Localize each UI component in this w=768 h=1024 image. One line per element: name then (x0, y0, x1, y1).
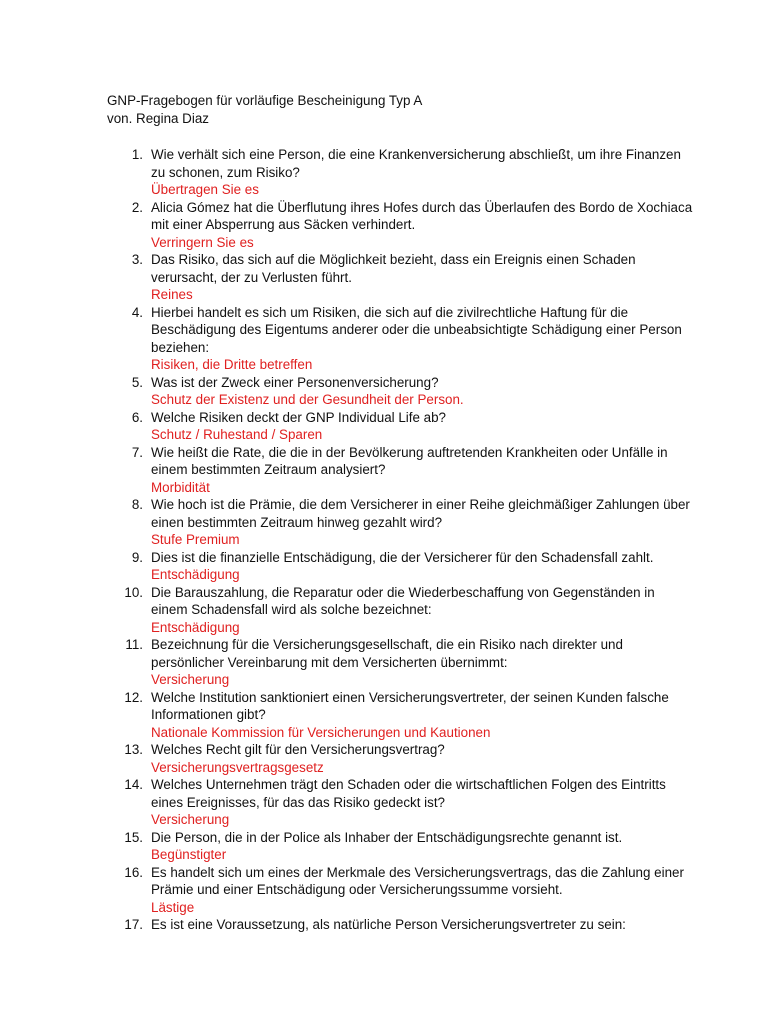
answer-text: Versicherung (151, 672, 230, 687)
question-number: 5. (131, 374, 143, 390)
question-item (107, 199, 707, 252)
answer-text: Versicherung (151, 812, 230, 827)
question-item (107, 916, 707, 934)
question-item (107, 829, 707, 864)
question-item (107, 496, 707, 549)
question-item (107, 409, 707, 444)
question-text-line: persönlicher Vereinbarung mit dem Versicherten übernimmt: (151, 654, 508, 670)
question-text-line: Welche Institution sanktioniert einen Versicherungsvertreter, der seinen Kunden falsche (151, 689, 669, 705)
answer-text: Nationale Kommission für Versicherungen und Kautionen (151, 724, 491, 740)
question-number: 15. (124, 829, 143, 845)
question-text-line: Was ist der Zweck einer Personenversicherung? (151, 374, 439, 390)
question-body (151, 549, 707, 584)
question-text-line: einem bestimmten Zeitraum analysiert? (151, 462, 386, 477)
question-text-line: Bezeichnung für die Versicherungsgesellschaft, die ein Risiko nach direkter und (151, 637, 623, 652)
question-body (151, 304, 707, 374)
question-text-line: beziehen: (151, 339, 210, 355)
question-body (151, 829, 707, 864)
question-text-line: Wie verhält sich eine Person, die eine Krankenversicherung abschließt, um ihre Finanzen (151, 147, 681, 162)
question-number: 4. (131, 304, 143, 320)
question-text-line: Es ist eine Voraussetzung, als natürliche Person Versicherungsvertreter zu sein: (151, 917, 626, 932)
question-text-line: einen bestimmten Zeitraum hinweg gezahlt wird? (151, 514, 443, 530)
question-text-line: Die Barauszahlung, die Reparatur oder die Wiederbeschaffung von Gegenständen in (151, 584, 655, 600)
question-body (151, 146, 707, 199)
question-body (151, 199, 707, 252)
answer-text: Lästige (151, 899, 195, 915)
question-body (151, 496, 707, 549)
question-number: 6. (131, 409, 143, 425)
question-item (107, 864, 707, 917)
question-item (107, 304, 707, 374)
question-number: 7. (131, 444, 143, 460)
question-number: 2. (131, 199, 143, 215)
document-author: von. Regina Diaz (107, 110, 209, 126)
answer-text: Entschädigung (151, 567, 240, 582)
question-item (107, 374, 707, 409)
question-item (107, 584, 707, 637)
question-body (151, 864, 707, 917)
answer-text: Begünstigter (151, 847, 227, 862)
answer-text: Stufe Premium (151, 532, 240, 547)
question-body (151, 776, 707, 829)
answer-text: Risiken, die Dritte betreffen (151, 357, 313, 372)
question-item (107, 741, 707, 776)
question-number: 12. (124, 689, 143, 705)
question-text-line: Dies ist die finanzielle Entschädigung, die der Versicherer für den Schadensfall zahlt. (151, 549, 654, 565)
answer-text: Morbidität (151, 479, 210, 495)
question-text-line: mit einer Absperrung aus Säcken verhindert. (151, 217, 416, 232)
question-body (151, 636, 707, 689)
question-text-line: einem Schadensfall wird als solche bezeichnet: (151, 602, 432, 617)
question-body (151, 689, 707, 742)
question-list (107, 146, 707, 934)
question-item (107, 776, 707, 829)
question-text-line: Informationen gibt? (151, 707, 266, 722)
question-text-line: Wie heißt die Rate, die die in der Bevölkerung auftretenden Krankheiten oder Unfälle in (151, 444, 668, 460)
answer-text: Versicherungsvertragsgesetz (151, 759, 324, 775)
question-item (107, 444, 707, 497)
question-number: 17. (124, 917, 143, 932)
question-text-line: Alicia Gómez hat die Überflutung ihres Hofes durch das Überlaufen des Bordo de Xochiaca (151, 199, 693, 215)
answer-text: Schutz der Existenz und der Gesundheit der Person. (151, 392, 464, 407)
question-body (151, 741, 707, 776)
question-text-line: Welche Risiken deckt der GNP Individual Life ab? (151, 409, 446, 425)
question-number: 13. (124, 742, 143, 757)
question-number: 16. (124, 864, 143, 880)
question-number: 14. (124, 777, 143, 792)
question-body (151, 251, 707, 304)
question-text-line: Prämie und einer Entschädigung oder Versicherungssumme vorsieht. (151, 882, 563, 897)
question-body (151, 409, 707, 444)
answer-text: Reines (151, 287, 193, 302)
question-text-line: Wie hoch ist die Prämie, die dem Versicherer in einer Reihe gleichmäßiger Zahlungen über (151, 497, 690, 512)
question-item (107, 689, 707, 742)
question-number: 11. (125, 637, 143, 652)
question-text-line: Es handelt sich um eines der Merkmale des Versicherungsvertrags, das die Zahlung einer (151, 864, 684, 880)
question-text-line: Hierbei handelt es sich um Risiken, die sich auf die zivilrechtliche Haftung für die (151, 304, 629, 320)
answer-text: Schutz / Ruhestand / Sparen (151, 427, 323, 442)
question-item (107, 251, 707, 304)
question-body (151, 374, 707, 409)
question-item (107, 146, 707, 199)
question-text-line: Welches Recht gilt für den Versicherungsvertrag? (151, 742, 445, 757)
question-text-line: zu schonen, zum Risiko? (151, 164, 300, 180)
question-body (151, 916, 707, 934)
question-body (151, 584, 707, 637)
question-text-line: Die Person, die in der Police als Inhaber der Entschädigungsrechte genannt ist. (151, 829, 623, 845)
answer-text: Entschädigung (151, 619, 240, 635)
question-number: 1. (131, 147, 143, 162)
document-title: GNP-Fragebogen für vorläufige Bescheinigung Typ A (107, 93, 423, 108)
question-number: 3. (131, 252, 143, 267)
question-text-line: Beschädigung des Eigentums anderer oder die unbeabsichtigte Schädigung einer Person (151, 322, 682, 337)
question-item (107, 549, 707, 584)
question-text-line: Welches Unternehmen trägt den Schaden oder die wirtschaftlichen Folgen des Eintritts (151, 777, 666, 792)
question-body (151, 444, 707, 497)
question-number: 8. (131, 497, 143, 512)
answer-text: Übertragen Sie es (151, 182, 259, 197)
question-item (107, 636, 707, 689)
document-header (107, 92, 422, 127)
question-number: 10. (124, 584, 143, 600)
question-number: 9. (131, 549, 143, 565)
question-text-line: eines Ereignisses, für das das Risiko gedeckt ist? (151, 794, 445, 810)
question-text-line: verursacht, der zu Verlusten führt. (151, 269, 352, 285)
question-text-line: Das Risiko, das sich auf die Möglichkeit bezieht, dass ein Ereignis einen Schaden (151, 252, 636, 267)
answer-text: Verringern Sie es (151, 234, 254, 250)
